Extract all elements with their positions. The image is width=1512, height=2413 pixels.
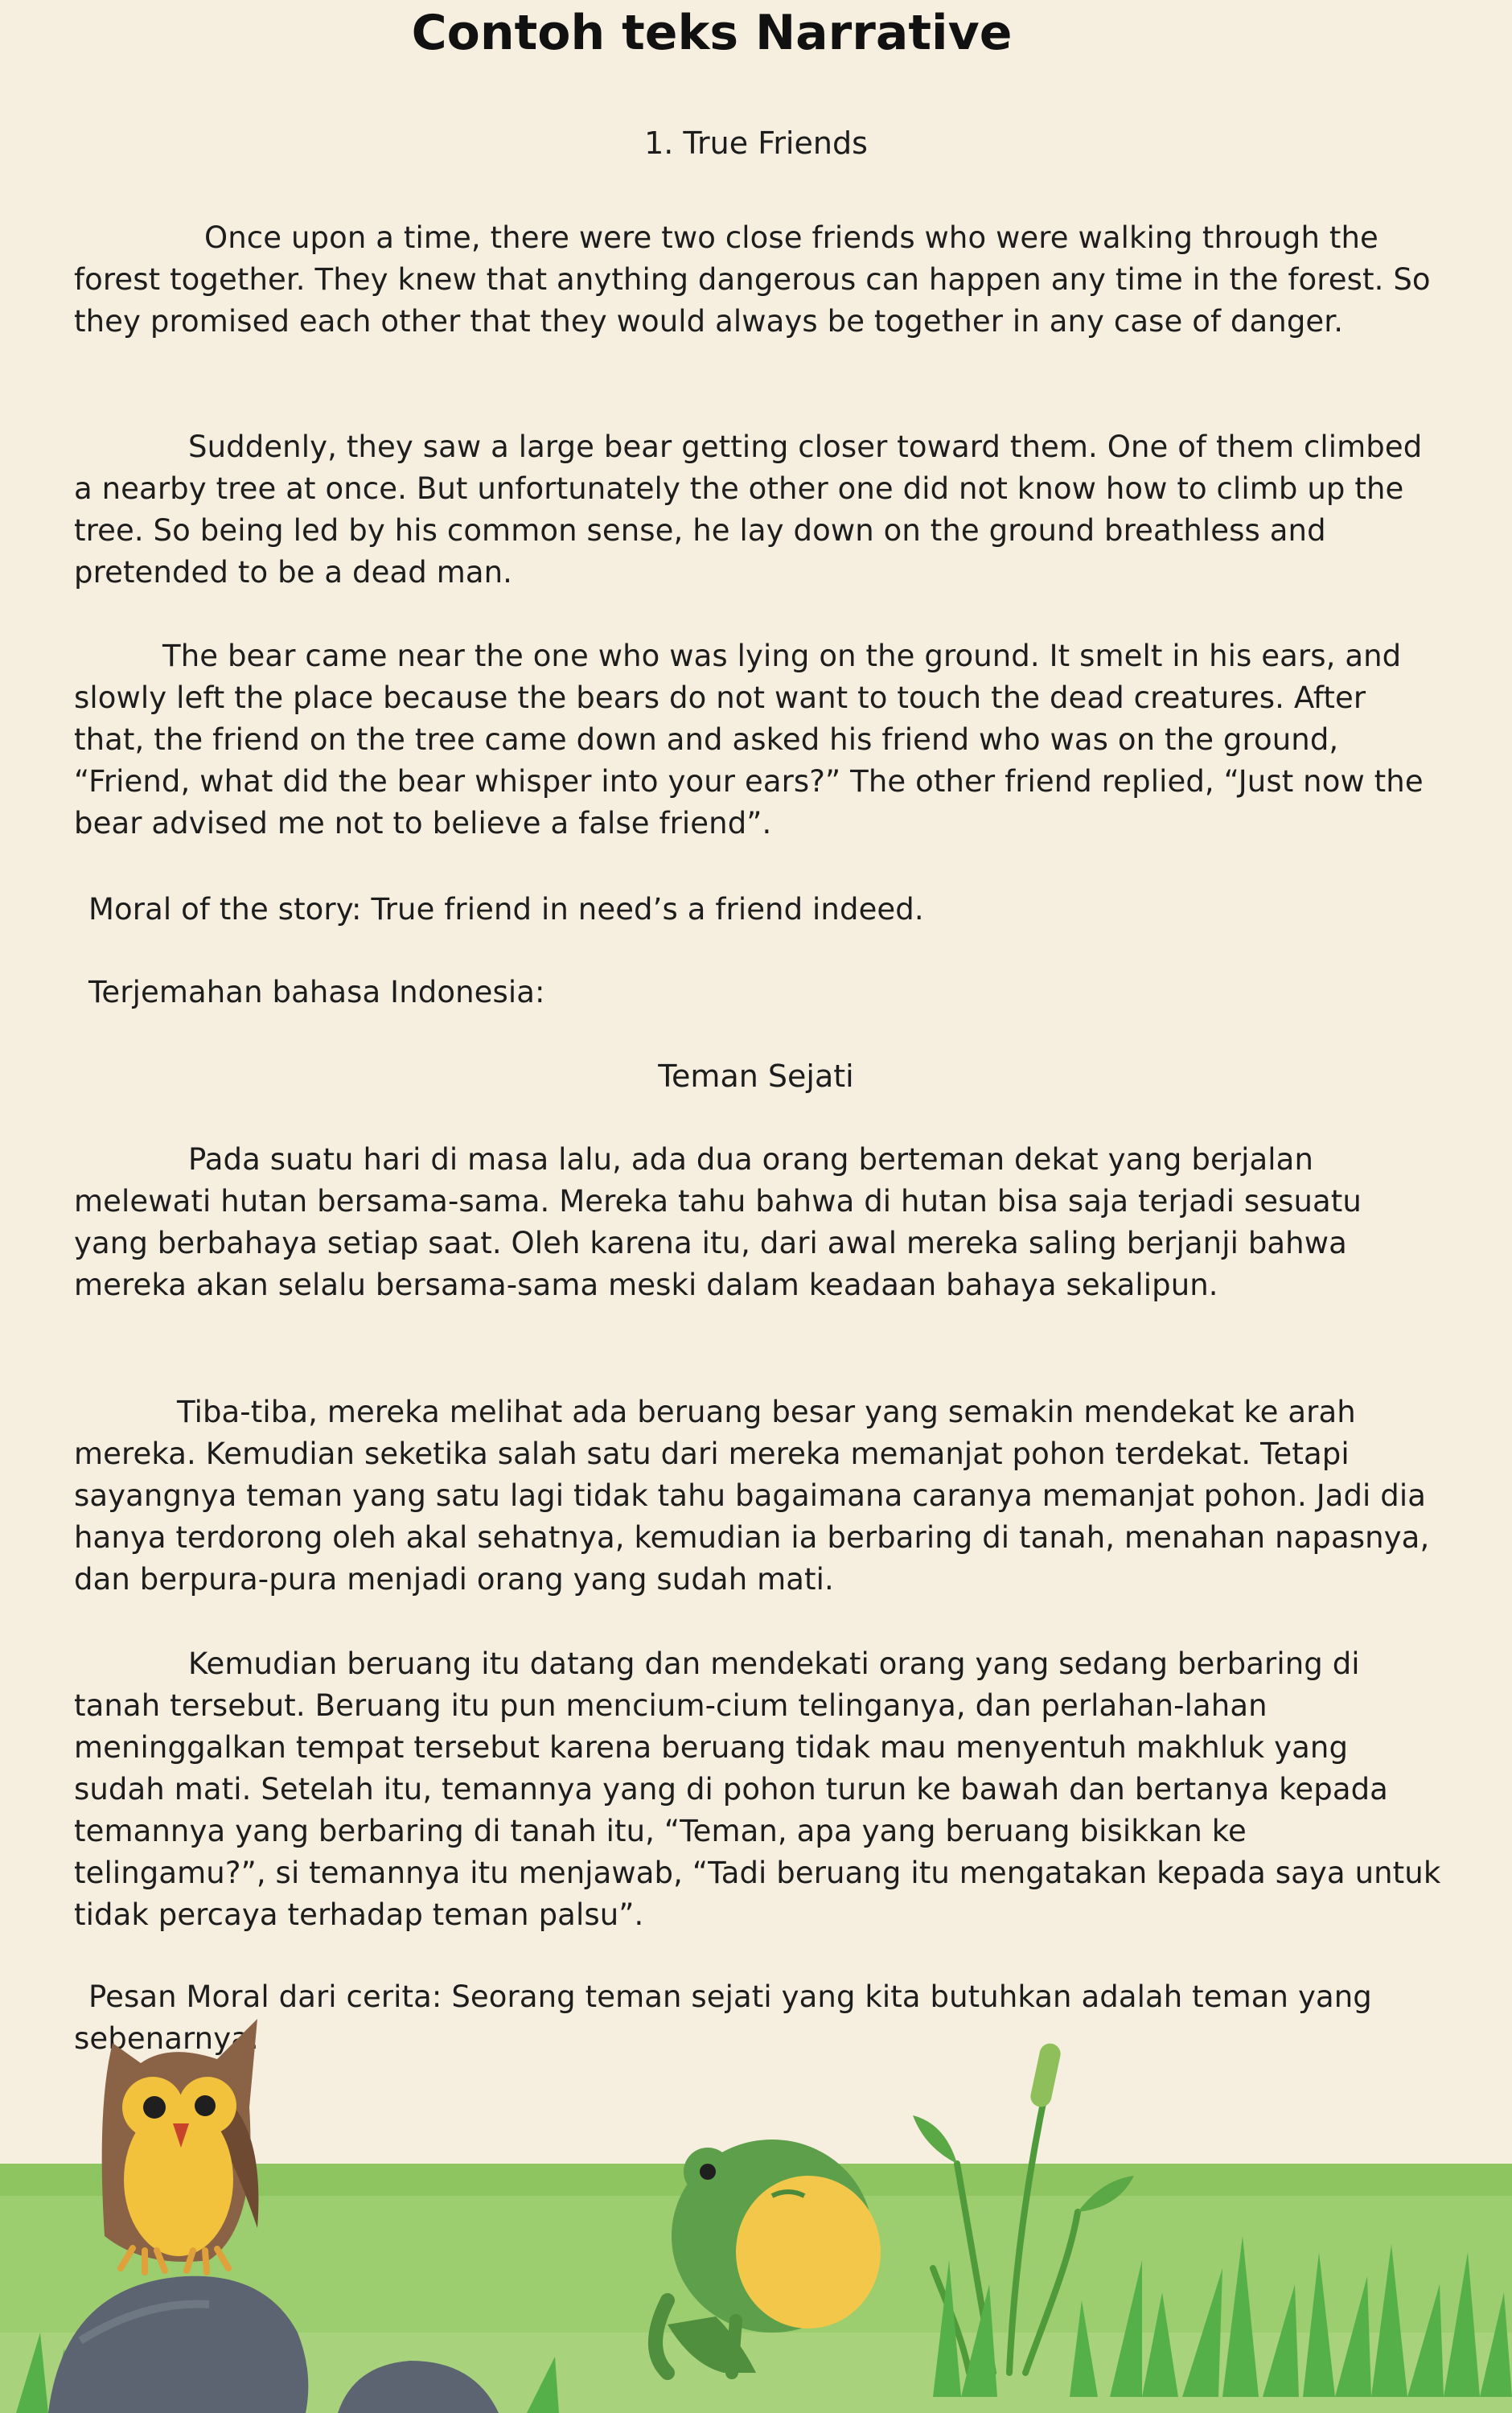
indonesian-paragraph-2: Tiba-tiba, mereka melihat ada beruang besar yang semakin mendekat ke arah mereka. Kemudian seketika salah satu dari mereka memanjat pohon terdekat. Tetapi sayangnya teman yang satu lagi tidak tahu bagaimana caranya memanjat pohon. Jadi dia hanya terdorong oleh akal sehatnya, kemudian ia berbaring di tanah, menahan napasnya, dan berpura-pura menjadi orang yang sudah mati. — [74, 1395, 1430, 1597]
cattail-head — [1029, 2041, 1062, 2109]
story-heading-english: 1. True Friends — [644, 125, 868, 161]
translation-label: Terjemahan bahasa Indonesia: — [88, 975, 545, 1009]
indonesian-moral: Pesan Moral dari cerita: Seorang teman sejati yang kita butuhkan adalah teman yang sebenarnya. — [74, 1979, 1372, 2056]
indonesian-paragraph-1: Pada suatu hari di masa lalu, ada dua orang berteman dekat yang berjalan melewati hutan bersama-sama. Mereka tahu bahwa di hutan bisa saja terjadi sesuatu yang berbahaya setiap saat. Oleh karena itu, dari awal mereka saling berjanji bahwa mereka akan selalu bersama-sama meski dalam keadaan bahaya sekalipun. — [74, 1142, 1362, 1302]
english-paragraph-2: Suddenly, they saw a large bear getting closer toward them. One of them climbed a nearby tree at once. But unfortunately the other one did not know how to climb up the tree. So being led by his common sense, he lay down on the ground breathless and pretended to be a dead man. — [74, 430, 1423, 590]
indonesian-paragraph-3: Kemudian beruang itu datang dan mendekati orang yang sedang berbaring di tanah tersebut. Beruang itu pun mencium-cium telinganya, dan perlahan-lahan meninggalkan tempat tersebut karena beruang tidak mau menyentuh makhluk yang sudah mati. Setelah itu, temannya yang di pohon turun ke bawah dan bertanya kepada temannya yang berbaring di tanah itu, “Teman, apa yang beruang bisikkan ke telingamu?”, si temannya itu menjawab, “Tadi beruang itu mengatakan kepada saya untuk tidak percaya terhadap teman palsu”. — [74, 1646, 1441, 1932]
page-title: Contoh teks Narrative — [411, 5, 1013, 61]
english-paragraph-3: The bear came near the one who was lying on the ground. It smelt in his ears, and slowly left the place because the bears do not want to touch the dead creatures. After that, the friend on the tree came down and asked his friend who was on the ground, “Friend, what did the bear whisper into your ears?” The other friend replied, “Just now the bear advised me not to believe a false friend”. — [74, 639, 1424, 841]
story-heading-indonesian: Teman Sejati — [658, 1059, 854, 1094]
english-paragraph-1: Once upon a time, there were two close friends who were walking through the forest together. They knew that anything dangerous can happen any time in the forest. So they promised each other that they would always be together in any case of danger. — [74, 220, 1431, 339]
forest-scene-illustration — [0, 1995, 1512, 2413]
english-moral: Moral of the story: True friend in need’s a friend indeed. — [88, 892, 924, 927]
